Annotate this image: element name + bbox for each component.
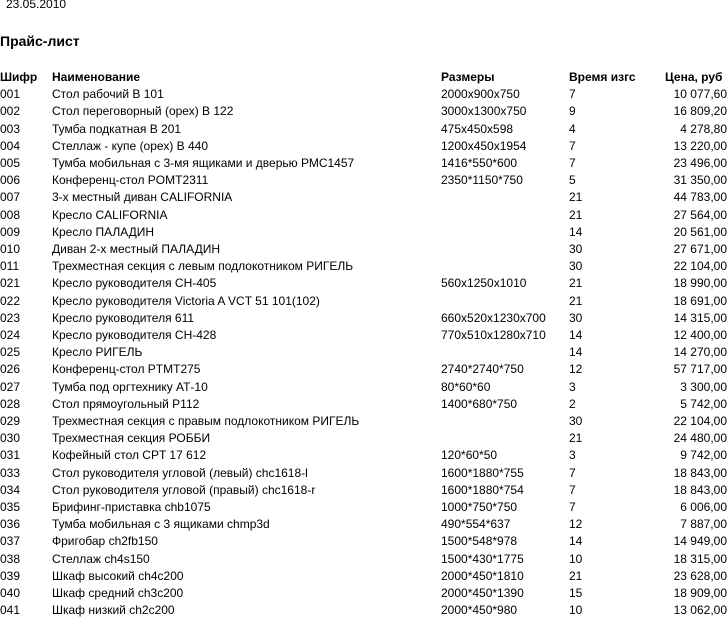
table-row xyxy=(0,379,727,396)
cell-code: 041 xyxy=(0,603,21,618)
cell-price: 14 270,00 xyxy=(673,345,727,360)
cell-price: 44 783,00 xyxy=(673,190,727,205)
cell-price: 22 104,00 xyxy=(673,259,727,274)
cell-price: 18 843,00 xyxy=(673,482,727,497)
cell-code: 009 xyxy=(0,224,21,239)
table-row xyxy=(0,310,727,327)
cell-name: Фригобар ch2fb150 xyxy=(52,534,158,549)
cell-price: 16 809,20 xyxy=(673,104,727,119)
cell-price: 13 220,00 xyxy=(673,138,727,153)
cell-price: 31 350,00 xyxy=(673,173,727,188)
cell-code: 034 xyxy=(0,482,21,497)
cell-time: 7 xyxy=(569,156,576,171)
cell-size xyxy=(441,413,569,430)
cell-time: 30 xyxy=(569,310,583,325)
cell-name: Тумба мобильная с 3 ящиками chmp3d xyxy=(52,517,270,532)
cell-name: Стол рабочий В 101 xyxy=(52,87,164,102)
table-row xyxy=(0,241,727,258)
table-row xyxy=(0,516,727,533)
cell-size: 80*60*60 xyxy=(441,379,491,394)
cell-size: 3000x1300x750 xyxy=(441,104,527,119)
cell-size: 1000*750*750 xyxy=(441,500,518,515)
cell-time: 9 xyxy=(569,104,576,119)
cell-name: Шкаф средний ch3c200 xyxy=(52,586,184,601)
cell-time: 3 xyxy=(569,379,576,394)
table-row xyxy=(0,327,727,344)
cell-size xyxy=(441,241,569,258)
table-row xyxy=(0,533,727,550)
cell-name: Тумба подкатная В 201 xyxy=(52,121,182,136)
cell-time: 21 xyxy=(569,190,583,205)
cell-size: 2000x900x750 xyxy=(441,87,520,102)
cell-size: 1500*430*1775 xyxy=(441,551,524,566)
cell-price: 18 691,00 xyxy=(673,293,727,308)
cell-code: 036 xyxy=(0,517,21,532)
cell-code: 038 xyxy=(0,551,21,566)
table-row xyxy=(0,258,727,275)
cell-name: Стол руководителя угловой (левый) chc1618-l xyxy=(52,465,308,480)
cell-code: 025 xyxy=(0,345,21,360)
table-row xyxy=(0,585,727,602)
table-row xyxy=(0,447,727,464)
cell-time: 14 xyxy=(569,534,583,549)
table-row xyxy=(0,138,727,155)
cell-price: 4 278,80 xyxy=(680,121,727,136)
cell-price: 10 077,60 xyxy=(673,87,727,102)
cell-size: 560x1250x1010 xyxy=(441,276,527,291)
table-row xyxy=(0,361,727,378)
cell-price: 5 742,00 xyxy=(680,396,727,411)
cell-price: 23 628,00 xyxy=(673,568,727,583)
cell-price: 18 990,00 xyxy=(673,276,727,291)
cell-code: 004 xyxy=(0,138,21,153)
cell-code: 026 xyxy=(0,362,21,377)
table-row xyxy=(0,207,727,224)
cell-size: 475x450x598 xyxy=(441,121,514,136)
cell-size: 1200x450x1954 xyxy=(441,138,527,153)
cell-name: Кресло руководителя CH-405 xyxy=(52,276,217,291)
cell-size: 770x510x1280x710 xyxy=(441,328,546,343)
cell-time: 7 xyxy=(569,500,576,515)
cell-time: 21 xyxy=(569,207,583,222)
table-row xyxy=(0,189,727,206)
cell-size: 1500*548*978 xyxy=(441,534,518,549)
cell-size: 2000*450*1390 xyxy=(441,586,524,601)
cell-price: 6 006,00 xyxy=(680,500,727,515)
cell-price: 14 315,00 xyxy=(673,310,727,325)
cell-code: 005 xyxy=(0,156,21,171)
cell-price: 7 887,00 xyxy=(680,517,727,532)
cell-name: 3-х местный диван CALIFORNIA xyxy=(52,190,233,205)
cell-code: 011 xyxy=(0,259,20,274)
cell-name: Стеллаж - купе (орех) В 440 xyxy=(52,138,209,153)
table-row xyxy=(0,155,727,172)
cell-code: 002 xyxy=(0,104,21,119)
cell-size: 1400*680*750 xyxy=(441,396,518,411)
table-row xyxy=(0,396,727,413)
cell-code: 040 xyxy=(0,586,21,601)
cell-price: 18 315,00 xyxy=(673,551,727,566)
cell-name: Трехместная секция с правым подлокотником РИГЕЛЬ xyxy=(52,414,360,429)
cell-code: 006 xyxy=(0,173,21,188)
cell-price: 14 949,00 xyxy=(673,534,727,549)
cell-price: 3 300,00 xyxy=(680,379,727,394)
cell-name: Диван 2-х местный ПАЛАДИН xyxy=(52,242,221,257)
cell-time: 30 xyxy=(569,414,583,429)
cell-size: 2000*450*980 xyxy=(441,603,518,618)
cell-size xyxy=(441,224,569,241)
cell-name: Стеллаж ch4s150 xyxy=(52,551,150,566)
cell-price: 23 496,00 xyxy=(673,156,727,171)
cell-code: 001 xyxy=(0,87,21,102)
table-row xyxy=(0,430,727,447)
cell-price: 18 843,00 xyxy=(673,465,727,480)
cell-name: Кресло РИГЕЛЬ xyxy=(52,345,143,360)
cell-time: 14 xyxy=(569,328,583,343)
cell-price: 27 671,00 xyxy=(673,242,727,257)
cell-name: Кресло ПАЛАДИН xyxy=(52,224,155,239)
cell-name: Трехместная секция с левым подлокотником РИГЕЛЬ xyxy=(52,259,354,274)
cell-size xyxy=(441,207,569,224)
cell-time: 7 xyxy=(569,482,576,497)
cell-price: 24 480,00 xyxy=(673,431,727,446)
cell-code: 007 xyxy=(0,190,21,205)
cell-price: 9 742,00 xyxy=(680,448,727,463)
cell-code: 021 xyxy=(0,276,21,291)
cell-code: 003 xyxy=(0,121,21,136)
cell-name: Тумба под оргтехнику АТ-10 xyxy=(52,379,208,394)
cell-size: 660x520x1230x700 xyxy=(441,310,546,325)
cell-name: Кресло руководителя 611 xyxy=(52,310,195,325)
cell-price: 22 104,00 xyxy=(673,414,727,429)
cell-code: 024 xyxy=(0,328,21,343)
cell-time: 30 xyxy=(569,259,583,274)
cell-name: Стол переговорный (орех) В 122 xyxy=(52,104,234,119)
cell-time: 30 xyxy=(569,242,583,257)
cell-code: 028 xyxy=(0,396,21,411)
cell-time: 2 xyxy=(569,396,576,411)
cell-time: 7 xyxy=(569,138,576,153)
cell-time: 14 xyxy=(569,345,583,360)
cell-time: 12 xyxy=(569,517,583,532)
cell-name: Кресло CALIFORNIA xyxy=(52,207,168,222)
table-row xyxy=(0,103,727,120)
table-row xyxy=(0,568,727,585)
cell-name: Конференц-стол POMT2311 xyxy=(52,173,209,188)
column-header-name: Наименование xyxy=(52,70,141,84)
table-row xyxy=(0,275,727,292)
table-row xyxy=(0,499,727,516)
cell-name: Шкаф низкий ch2c200 xyxy=(52,603,175,618)
column-header-time: Время изгс xyxy=(569,70,636,84)
cell-name: Кофейный стол CPT 17 612 xyxy=(52,448,207,463)
cell-time: 7 xyxy=(569,465,576,480)
cell-name: Тумба мобильная с 3-мя ящиками и дверью РМС1457 xyxy=(52,156,355,171)
cell-code: 023 xyxy=(0,310,21,325)
column-header-price: Цена, руб xyxy=(665,70,723,84)
cell-time: 5 xyxy=(569,173,576,188)
cell-size: 2740*2740*750 xyxy=(441,362,524,377)
cell-name: Брифинг-приставка chb1075 xyxy=(52,500,211,515)
table-row xyxy=(0,551,727,568)
cell-name: Стол руководителя угловой (правый) chc1618-r xyxy=(52,482,316,497)
cell-code: 022 xyxy=(0,293,21,308)
cell-time: 7 xyxy=(569,87,576,102)
cell-size xyxy=(441,258,569,275)
cell-price: 20 561,00 xyxy=(673,224,727,239)
cell-code: 010 xyxy=(0,242,21,257)
table-row xyxy=(0,344,727,361)
cell-code: 037 xyxy=(0,534,21,549)
cell-code: 035 xyxy=(0,500,21,515)
table-row xyxy=(0,293,727,310)
column-header-code: Шифр xyxy=(0,70,38,84)
page-title: Прайс-лист xyxy=(0,33,80,49)
cell-size xyxy=(441,293,569,310)
cell-price: 18 909,00 xyxy=(673,586,727,601)
table-row xyxy=(0,224,727,241)
table-row xyxy=(0,465,727,482)
cell-code: 030 xyxy=(0,431,21,446)
report-date: 23.05.2010 xyxy=(6,0,67,11)
cell-code: 033 xyxy=(0,465,21,480)
cell-price: 27 564,00 xyxy=(673,207,727,222)
cell-code: 031 xyxy=(0,448,21,463)
cell-size: 1600*1880*755 xyxy=(441,465,524,480)
cell-code: 039 xyxy=(0,568,21,583)
cell-price: 13 062,00 xyxy=(673,603,727,618)
cell-price: 12 400,00 xyxy=(673,328,727,343)
cell-time: 21 xyxy=(569,431,583,446)
cell-time: 15 xyxy=(569,586,583,601)
cell-size: 2350*1150*750 xyxy=(441,173,523,188)
cell-name: Шкаф высокий ch4c200 xyxy=(52,568,184,583)
table-row xyxy=(0,482,727,499)
cell-size: 2000*450*1810 xyxy=(441,568,524,583)
price-table xyxy=(0,69,727,620)
cell-time: 3 xyxy=(569,448,576,463)
cell-code: 027 xyxy=(0,379,21,394)
table-row xyxy=(0,86,727,103)
cell-time: 21 xyxy=(569,568,583,583)
cell-size: 120*60*50 xyxy=(441,448,498,463)
table-row xyxy=(0,602,727,619)
cell-time: 10 xyxy=(569,551,583,566)
cell-time: 21 xyxy=(569,293,583,308)
table-row xyxy=(0,172,727,189)
cell-name: Кресло руководителя Victoria A VCT 51 101(102) xyxy=(52,293,320,308)
cell-size: 1416*550*600 xyxy=(441,156,518,171)
cell-time: 14 xyxy=(569,224,583,239)
cell-size xyxy=(441,344,569,361)
column-header-size: Размеры xyxy=(441,70,495,84)
table-row xyxy=(0,121,727,138)
cell-time: 10 xyxy=(569,603,583,618)
cell-name: Конференц-стол PTMT275 xyxy=(52,362,201,377)
cell-code: 029 xyxy=(0,414,21,429)
cell-name: Трехместная секция РОББИ xyxy=(52,431,211,446)
cell-price: 57 717,00 xyxy=(673,362,727,377)
table-header-row xyxy=(0,69,727,86)
cell-name: Стол прямоугольный Р112 xyxy=(52,396,200,411)
cell-time: 21 xyxy=(569,276,583,291)
cell-size: 490*554*637 xyxy=(441,517,511,532)
cell-code: 008 xyxy=(0,207,21,222)
cell-name: Кресло руководителя CH-428 xyxy=(52,328,217,343)
cell-time: 12 xyxy=(569,362,583,377)
cell-size xyxy=(441,189,569,206)
table-row xyxy=(0,413,727,430)
cell-size: 1600*1880*754 xyxy=(441,482,524,497)
cell-size xyxy=(441,430,569,447)
cell-time: 4 xyxy=(569,121,576,136)
